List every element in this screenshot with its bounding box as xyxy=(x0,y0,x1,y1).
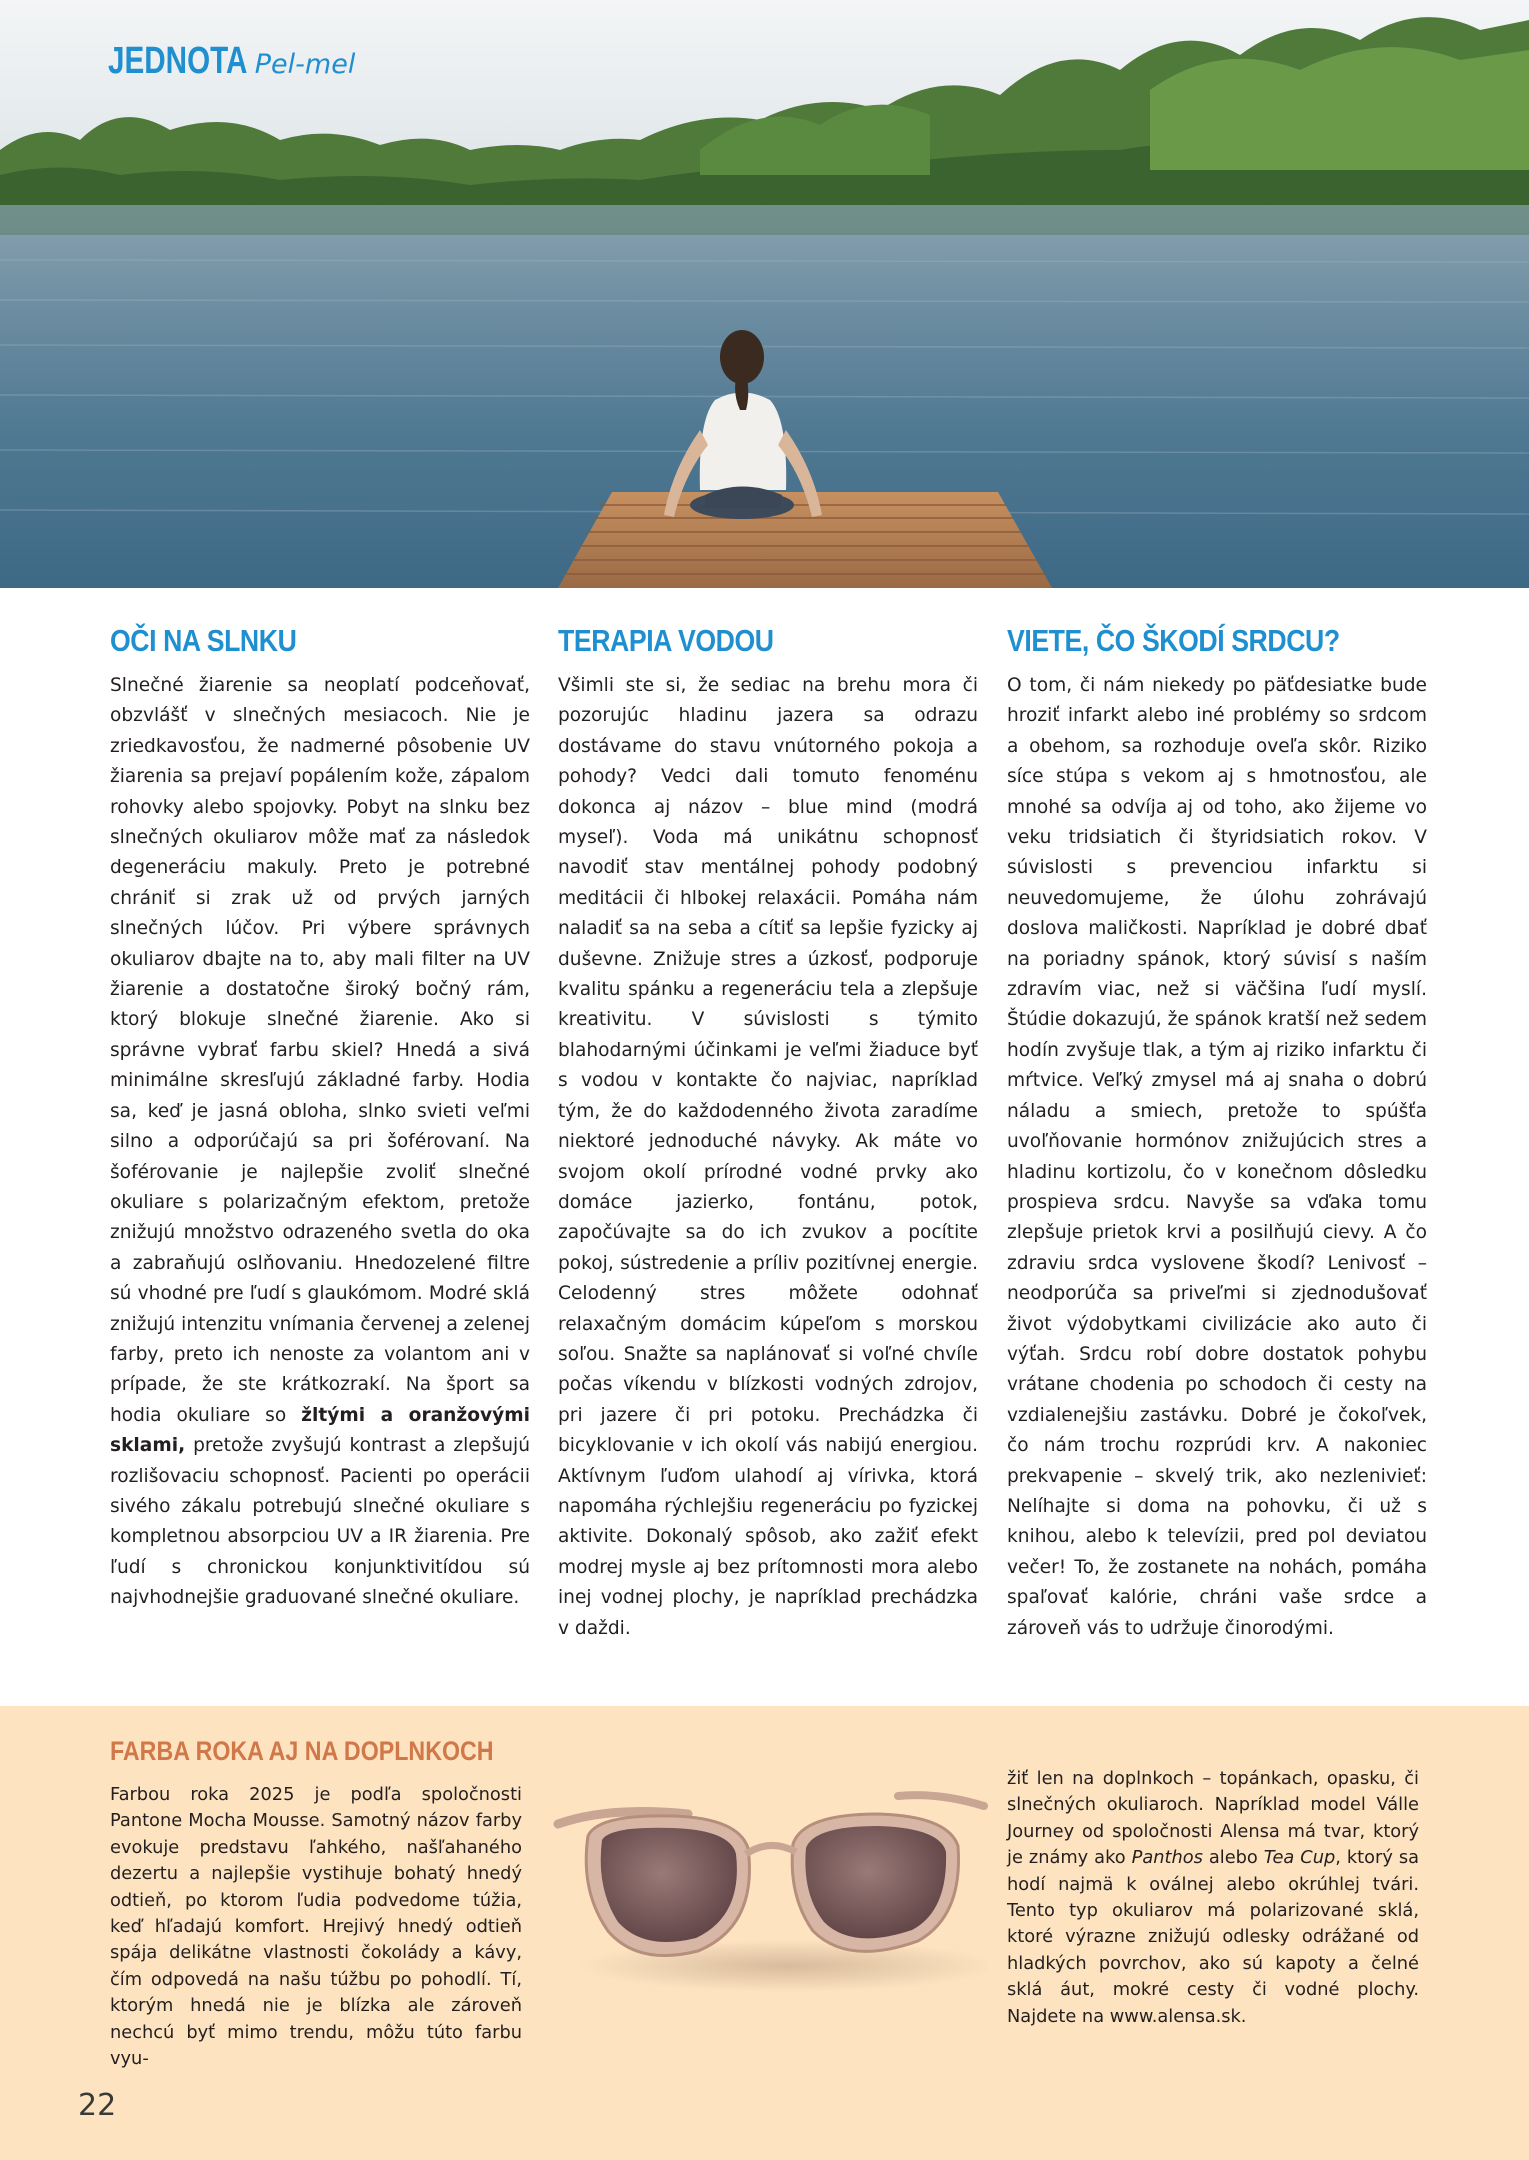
article-title: OČI NA SLNKU xyxy=(110,623,297,658)
body-text: Slnečné žiarenie sa neoplatí podceňovať, obzvlášť v slnečných mesiacoch. Nie je zriedkavosťou, že nadmerné pôsobenie UV žiarenia sa prejaví popálením kože, zápalom rohovky alebo spojovky. Pobyt na slnku bez slnečných okuliarov môže mať za následok degeneráciu makuly. Preto je potrebné chrániť si zrak už od prvých jarných slnečných lúčov. Pri výbere správnych okuliarov dbajte na to, aby mali filter na UV žiarenie a dostatočne široký bočný rám, ktorý blokuje slnečné žiarenie. Ako si správne vybrať farbu skiel? Hnedá a sivá minimálne skresľujú základné farby. Hodia sa, keď je jasná obloha, slnko svieti veľmi silno a odporúčajú sa pri šoférovaní. Na šoférovanie je najlepšie zvoliť slnečné okuliare s polarizačným efektom, pretože znižujú množstvo odrazeného svetla do oka a zabraňujú oslňovaniu. Hnedozelené filtre sú vhodné pre ľudí s glaukómom. Modré sklá znižujú intenzitu vnímania červenej a zelenej farby, preto ich nenoste za volantom ani v prípade, že ste krátkozrakí. Na šport sa hodia okuliare so xyxy=(110,675,530,1426)
article-eyes-in-sun xyxy=(110,620,530,1614)
article-body: Všimli ste si, že sediac na brehu mora či pozorujúc hladinu jazera sa odrazu dostávame do stavu vnútorného pokoja a pohody? Vedci dali tomuto fenoménu dokonca aj názov – blue mind (modrá myseľ). Voda má unikátnu schopnosť navodiť stav mentálnej pohody podobný meditácii či hlbokej relaxácii. Pomáha nám naladiť sa na seba a cítiť sa lepšie fyzicky aj duševne. Znižuje stres a úzkosť, podporuje kvalitu spánku a regeneráciu tela a zlepšuje kreativitu. V súvislosti s týmito blahodarnými účinkami je veľmi žiaduce byť s vodou v kontakte čo najviac, napríklad tým, že do každodenného života zaradíme niektoré jednoduché návyky. Ak máte vo svojom okolí prírodné vodné prvky ako domáce jazierko, fontánu, potok, započúvajte sa do ich zvukov a pocítite pokoj, sústredenie a príliv pozitívnej energie. Celodenný stres môžete odohnať relaxačným domácim kúpeľom s morskou soľou. Snažte sa naplánovať si voľné chvíle počas víkendu v blízkosti vodných zdrojov, pri jazere či pri potoku. Prechádzka či bicyklovanie v ich okolí vás nabijú energiou. Aktívnym ľuďom ulahodí aj vírivka, ktorá napomáha rýchlejšiu regeneráciu po fyzickej aktivite. Dokonalý spôsob, ako zažiť efekt modrej mysle aj bez prítomnosti mora alebo inej vodnej plochy, je napríklad prechádzka v daždi. xyxy=(558,675,978,1639)
hero-photo xyxy=(0,0,1529,588)
body-text: alebo xyxy=(1202,1847,1264,1869)
brand-logo: JEDNOTA xyxy=(108,40,248,82)
body-text: žiť len na doplnkoch – topánkach, opasku, či slnečných okuliaroch. Napríklad model Válle Journey od spoločnosti Alensa má tvar, ktorý je známy ako xyxy=(1007,1768,1419,1869)
article-body: O tom, či nám niekedy po päťdesiatke bude hroziť infarkt alebo iné problémy so srdcom a obehom, sa rozhoduje oveľa skôr. Riziko síce stúpa s vekom aj s hmotnosťou, ale mnohé sa odvíja aj od toho, ako žijeme vo veku tridsiatich či štyridsiatich rokov. V súvislosti s prevenciou infarktu si neuvedomujeme, že úlohu zohrávajú doslova maličkosti. Napríklad je dobré dbať na poriadny spánok, ktorý súvisí s naším zdravím viac, než si väčšina ľudí myslí. Štúdie dokazujú, že spánok kratší než sedem hodín zvyšuje tlak, a tým aj riziko infarktu či mŕtvice. Veľký zmysel má aj snaha o dobrú náladu a smiech, pretože to spúšťa uvoľňovanie hormónov znižujúcich stres a hladinu kortizolu, čo v konečnom dôsledku prospieva srdcu. Navyše sa vďaka tomu zlepšuje prietok krvi a posilňujú cievy. A čo zdraviu srdca vyslovene škodí? Lenivosť – neodporúča sa priveľmi si zjednodušovať život výdobytkami civilizácie ako auto či výťah. Srdcu robí dobre dostatok pohybu vrátane chodenia po schodoch či cesty na vzdialenejšiu zastávku. Dobré je čokoľvek, čo nám trochu rozprúdi krv. A nakoniec prekvapenie – skvelý trik, ako nezlenivieť: Nelíhajte si doma na pohovku, či už s knihou, alebo k televízii, pred pol deviatou večer! To, že zostanete na nohách, pomáha spaľovať kalórie, chráni vaše srdce a zároveň vás to udržuje činorodými. xyxy=(1007,675,1427,1639)
body-bold-text: žltými a oranžovými sklami, xyxy=(110,1404,530,1457)
section-name: Pel-mel xyxy=(254,49,356,80)
article-heart-health xyxy=(1007,620,1427,1644)
article-title: TERAPIA VODOU xyxy=(558,623,774,658)
boxout-title: FARBA ROKA AJ NA DOPLNKOCH xyxy=(110,1736,494,1766)
page-number: 22 xyxy=(78,2088,117,2123)
body-text: , ktorý sa hodí najmä k oválnej alebo okrúhlej tvári. Tento typ okuliarov má polarizované sklá, ktoré výrazne znižujú odlesky odrážané od hladkých povrchov, ako sú kapoty a čelné sklá áut, mokré cesty či vodné plochy. Najdete na www.alensa.sk. xyxy=(1007,1847,1420,2027)
article-title: VIETE, ČO ŠKODÍ SRDCU? xyxy=(1007,623,1340,658)
body-italic-text: Tea Cup xyxy=(1263,1847,1336,1869)
sunglasses-image xyxy=(548,1766,988,1996)
body-text: pretože zvyšujú kontrast a zlepšujú rozlišovaciu schopnosť. Pacienti po operácii sivého zákalu potrebujú slnečné okuliare s kompletnou absorpciou UV a IR žiarenia. Pre ľudí s chronickou konjunktivitídou sú najvhodnejšie graduované slnečné okuliare. xyxy=(110,1435,530,1609)
article-water-therapy xyxy=(558,620,978,1644)
boxout-text-left: Farbou roka 2025 je podľa spoločnosti Pantone Mocha Mousse. Samotný názov farby evokuje predstavu ľahkého, našľahaného dezertu a najlepšie vystihuje bohatý hnedý odtieň, po ktorom ľudia podvedome túžia, keď hľadajú komfort. Hrejivý hnedý odtieň spája delikátne vlastnosti čokolády a kávy, čím odpovedá na našu túžbu po pohodlí. Tí, ktorým hnedá nie je blízka ale zároveň nechcú byť mimo trendu, môžu túto farbu vyu- xyxy=(110,1784,522,2070)
body-italic-text: Panthos xyxy=(1131,1847,1203,1869)
brand-header xyxy=(108,40,355,83)
lake-scene-illustration xyxy=(0,0,1529,588)
color-of-year-boxout xyxy=(0,1706,1529,2160)
article-body xyxy=(110,671,530,1614)
boxout-text-right xyxy=(1007,1766,1419,2030)
